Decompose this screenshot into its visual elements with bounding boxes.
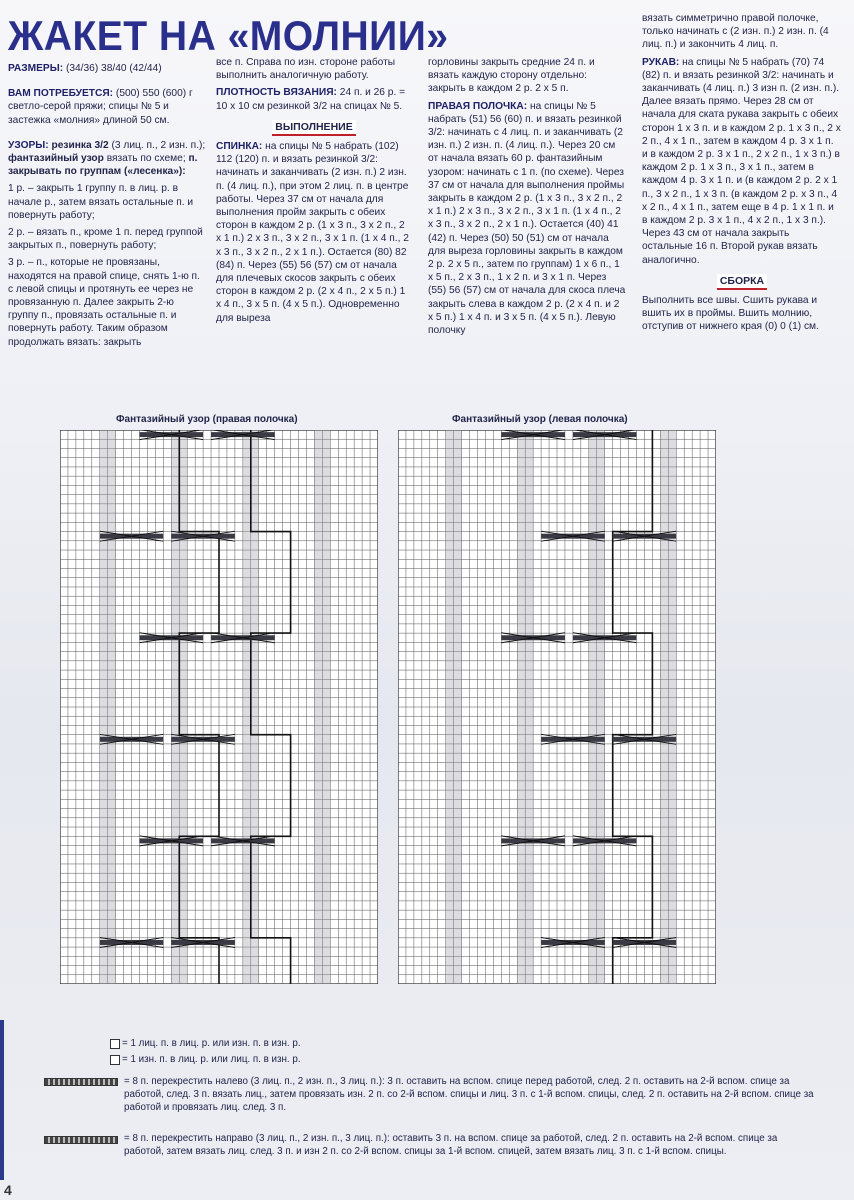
row2-text: 2 р. – вязать п., кроме 1 п. перед группой закрытых п., повернуть работу;	[8, 227, 203, 252]
right-front-text: на спицы № 5 набрать (51) 56 (60) п. и вязать резинкой 3/2: начинать с 4 лиц. п. и заканчивать (2 изн. п.) 2 изн. п. (4 лиц. п.). Через 20 см от начала вязать 60 р. фантазийным узором: начинать с 1 п. (по схеме). Через 37 см от начала для выполнения проймы закрыть в каждом 2 р. (1 х 3 п., 3 х 2 п., 2 х 1 п.) 2 х 3 п., 3 х 2 п., 3 х 1 п. (1 х 4 п., 2 х 3 п., 3 х 2 п., 2 х 1 п.). Остается (40) 41 (42) п. Через (50) 50 (51) см от начала для выреза горловины закрыть в каждом 2 р. 2 х 5 п., затем по группам) 1 х 6 п., 1 х 5 п., 2 х 3 п., 1 х 2 п. и 3 х 1 п. Через (55) 56 (57) см от начала для скоса плеча закрыть слева в каждом 2 р. (2 х 4 п. и 2 х 5 п.) 1 х 4 п. и 3 х 5 п. (4 х 5 п.). Левую полочку	[428, 100, 626, 337]
pattern-rib: резинка 3/2	[51, 139, 109, 151]
legend-cable-left: = 8 п. перекрестить налево (3 лиц. п., 2 изн. п., 3 лиц. п.): 3 п. оставить на вспом. спице перед работой, след. 2 п. оставить на 2-й вспом. спице за работой, след. 3 п. вязать лиц., затем провязать изн. 2 п. со 2-й вспом. спицы и лиц. 3 п. с 1-й вспом. спицы, след. 2 п. оставить на 2-й вспом. спице за работой и провязать лиц. след. 3 п.	[124, 1076, 814, 1113]
purl-column	[597, 430, 605, 984]
side-strip	[0, 1020, 4, 1180]
sleeve-label: РУКАВ:	[642, 56, 680, 68]
execution-heading-text: ВЫПОЛНЕНИЕ	[272, 120, 355, 136]
purl-column	[100, 430, 108, 984]
purl-column	[517, 430, 525, 984]
right-front-label: ПРАВАЯ ПОЛОЧКА:	[428, 100, 528, 112]
purl-column	[668, 430, 676, 984]
column-2	[216, 56, 412, 329]
purl-column	[108, 430, 116, 984]
execution-heading	[216, 121, 412, 134]
column-4	[642, 12, 842, 338]
purl-column	[171, 430, 179, 984]
pattern-fancy: фантазийный узор	[8, 153, 104, 165]
purl-column	[589, 430, 597, 984]
purl-column	[243, 430, 251, 984]
column-1	[8, 62, 206, 353]
pattern-close: п. закрывать по группам («лесенка»):	[8, 153, 198, 178]
column-3	[428, 56, 626, 341]
need-value: (500) 550 (600) г светло-серой пряжи; спицы № 5 и застежка «молния» длиной 50 см.	[8, 88, 193, 126]
legend-purl: = 1 изн. п. в лиц. р. или лиц. п. в изн. р.	[122, 1054, 301, 1065]
purl-column	[454, 430, 462, 984]
row3-text: 3 р. – п., которые не провязаны, находятся на правой спице, снять 1-ю п. с левой спицы и протянуть ее через не провязанную п. Далее закрыть 2-ю группу п., провязать остальные п. и повернуть работу. Таким образом продолжать вязать: закрыть	[8, 257, 200, 348]
assembly-heading	[642, 275, 842, 288]
sleeve-text: на спицы № 5 набрать (70) 74 (82) п. и вязать резинкой 3/2: начинать и заканчивать (4 лиц. п.) 3 изн п. (2 изн. п.). Далее вязать прямо. Через 28 см от начала для ската рукава закрыть с обеих сторон 1 х 3 п. и в каждом 2 р. 1 х 3 п., 2 х 2 п., 4 х 1 п., затем в каждом 4 р. 3 х 1 п. и в каждом 2 р. 3 х 1 п., 2 х 2 п., 1 х 3 п.) в каждом 2 р. 1 х 3 п., 3 х 1 п., затем в каждом 4 р. 3 х 1 п. и (в каждом 2 р. 2 х 1 п., 3 х 2 п., 1 х 3 п. (в каждом 2 р. х 3 п., 4 х 2 п., 4 х 1 п., затем еще в 4 р. 1 х 1 п. и в каждом 2 р. 3 х 1 п., 4 х 2 п., 1 х 3 п.). Через 43 см от начала закрыть остальные 16 п. Второй рукав вязать аналогично.	[642, 56, 841, 266]
col3-cont: горловины закрыть средние 24 п. и вязать каждую сторону отдельно: закрыть в каждом 2 р. 2 х 5 п.	[428, 57, 595, 95]
page-title: ЖАКЕТ НА «МОЛНИИ»	[8, 12, 449, 59]
purl-column	[446, 430, 454, 984]
purl-column	[314, 430, 322, 984]
density-label: ПЛОТНОСТЬ ВЯЗАНИЯ:	[216, 87, 337, 99]
chart-right-title: Фантазийный узор (правая полочка)	[116, 414, 298, 425]
need-label: ВАМ ПОТРЕБУЕТСЯ:	[8, 88, 114, 100]
legend-cable-right: = 8 п. перекрестить направо (3 лиц. п., 2 изн. п., 3 лиц. п.): оставить 3 п. на вспом. спице за работой, след. 2 п. оставить на 2-й вспом. спице за работой, затем вязать лиц. след. 3 п. и изн 2 п. со 2-й вспом. спицы за 1-й вспом. спицей, затем вязать лиц. 3 п. с 1-й вспом. спицы.	[124, 1133, 778, 1157]
page-number: 4	[4, 1182, 12, 1198]
knit-symbol	[110, 1039, 120, 1049]
density-value: 24 п. и 26 р. = 10 х 10 см резинкой 3/2 на спицах № 5.	[216, 87, 406, 112]
sizes-value: (34/36) 38/40 (42/44)	[65, 63, 162, 74]
sizes-label: РАЗМЕРЫ:	[8, 63, 64, 74]
row1-text: 1 р. – закрыть 1 группу п. в лиц. р. в начале р., затем вязать остальные п. и повернуть работу;	[8, 183, 194, 221]
back-text: на спицы № 5 набрать (102) 112 (120) п. и вязать резинкой 3/2: начинать и заканчивать (2 изн. п.) 2 изн. п. (4 лиц. п.), при этом 2 лиц. п. в центре работы. Через 37 см от начала для выполнения пройм закрыть с обеих сторон в каждом 2 р. (1 х 3 п., 3 х 2 п., 2 х 1 п.) 2 х 3 п., 3 х 2 п., 3 х 1 п. (1 х 4 п., 2 х 3 п., 3 х 2 п., 2 х 1 п.). Остается (80) 82 (84) п. Через (55) 56 (57) см от начала для плечевых скосов закрыть с обеих сторон в каждом 2 р. (2 х 4 п., 2 х 5 п.) 1 х 4 п., 3 х 5 п. (4 х 5 п.). Одновременно для выреза	[216, 141, 409, 324]
purl-column	[525, 430, 533, 984]
col2-cont: все п. Справа по изн. стороне работы выполнить аналогичную работу.	[216, 57, 396, 82]
cable-right-symbol	[44, 1136, 118, 1144]
purl-symbol	[110, 1055, 120, 1065]
chart-left-front	[398, 430, 716, 984]
purl-column	[660, 430, 668, 984]
legend-knit: = 1 лиц. п. в лиц. р. или изн. п. в изн. р.	[122, 1038, 301, 1049]
back-label: СПИНКА:	[216, 141, 263, 153]
assembly-text: Выполнить все швы. Сшить рукава и вшить их в проймы. Вшить молнию, отступив от нижнего края (0) 0 (1) см.	[642, 295, 819, 333]
purl-column	[251, 430, 259, 984]
chart-right-front	[60, 430, 378, 984]
col4-cont: вязать симметрично правой полочке, только начинать с (2 изн. п.) 2 изн. п. (4 лиц. п.) и закончить 4 лиц. п.	[642, 13, 829, 51]
patterns-label: УЗОРЫ:	[8, 139, 49, 151]
cable-left-symbol	[44, 1078, 118, 1086]
purl-column	[179, 430, 187, 984]
assembly-heading-text: СБОРКА	[717, 274, 767, 290]
chart-left-title: Фантазийный узор (левая полочка)	[452, 414, 628, 425]
purl-column	[322, 430, 330, 984]
pattern-fancy-desc: вязать по схеме;	[106, 153, 186, 165]
pattern-rib-desc: (3 лиц. п., 2 изн. п.);	[111, 139, 206, 151]
